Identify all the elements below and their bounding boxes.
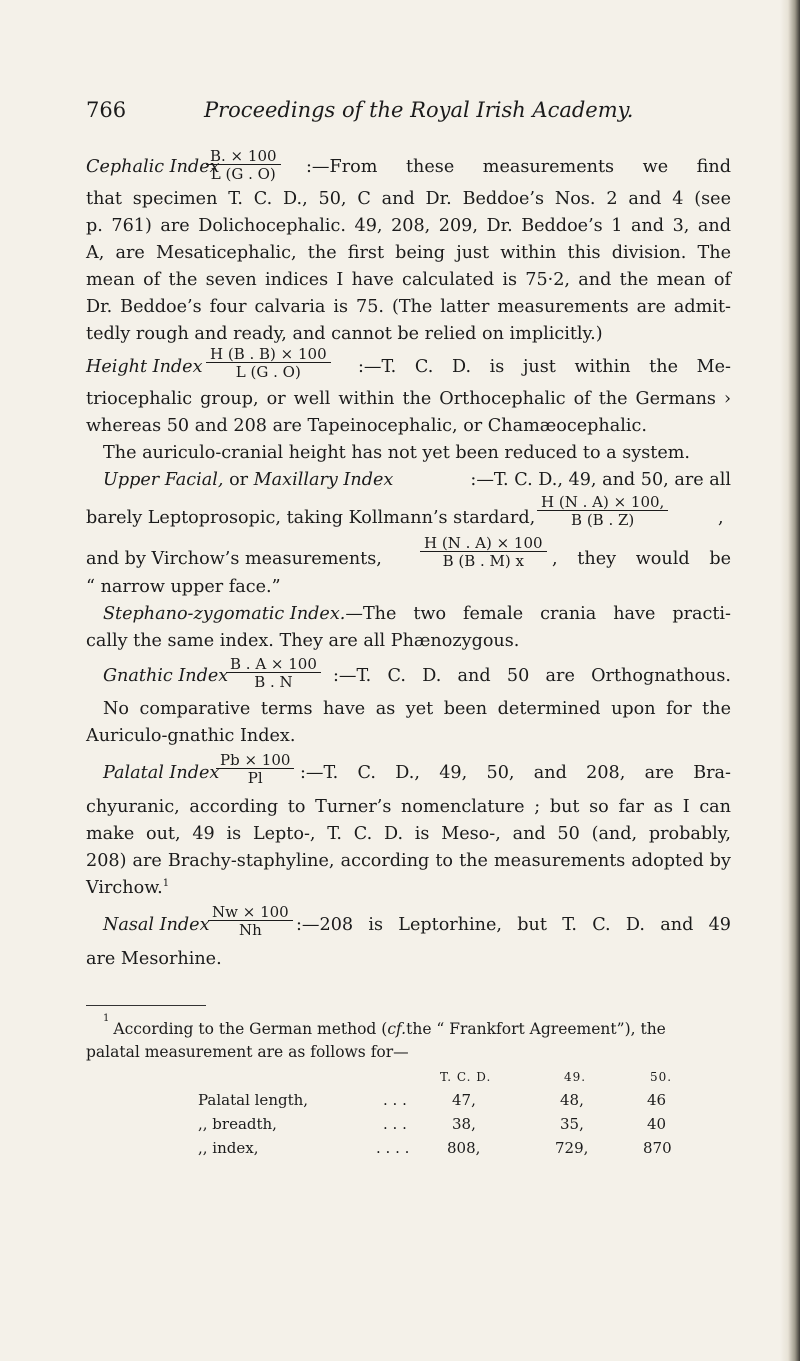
table-row-dots: . . . .: [376, 1139, 410, 1157]
body-line: Auriculo-gnathic Index.: [86, 726, 296, 746]
body-line: and by Virchow’s measurements,: [86, 549, 382, 569]
formula-denominator: B (B . M) x: [420, 551, 547, 569]
cephalic-index-line: [86, 156, 220, 178]
running-title: Proceedings of the Royal Irish Academy.: [204, 98, 634, 122]
formula-numerator: B . A × 100: [230, 655, 317, 673]
footnote-mark: 1: [103, 1013, 110, 1024]
body-line: mean of the seven indices I have calculated is 75·2, and the mean of: [86, 270, 731, 290]
body-line: barely Leptoprosopic, taking Kollmann’s stardard,: [86, 508, 536, 528]
body-line: that specimen T. C. D., 50, C and Dr. Beddoe’s Nos. 2 and 4 (see: [86, 189, 731, 209]
gnathic-index-continuation: :—T. C. D. and 50 are Orthognathous.: [333, 666, 731, 686]
body-line: 208) are Brachy-staphyline, according to the measurements adopted by: [86, 851, 731, 871]
footnote-line-1: [103, 1013, 731, 1039]
page-header: [86, 98, 726, 130]
table-header: 49.: [564, 1070, 587, 1084]
footnote-cf: cf.: [387, 1020, 407, 1038]
page-edge-shadow: [780, 0, 800, 1361]
height-index-label: Height Index: [86, 357, 203, 377]
body-line: [86, 877, 169, 899]
palatal-index-label: Palatal Index: [103, 763, 220, 783]
table-row-dots: . . .: [383, 1091, 407, 1109]
formula-numerator: B. × 100: [210, 147, 277, 165]
body-line: The auriculo-cranial height has not yet been reduced to a system.: [103, 443, 691, 463]
virchow-word: Virchow.: [86, 878, 163, 898]
maxillary-index-label: Maxillary Index: [253, 470, 394, 490]
table-cell: 729,: [555, 1139, 589, 1157]
body-line: A, are Mesaticephalic, the first being just within this division. The: [86, 243, 731, 263]
formula-numerator: Pb × 100: [220, 751, 291, 769]
height-index-line: [86, 356, 203, 378]
formula-denominator: L (G . O): [206, 362, 331, 380]
table-header: T. C. D.: [440, 1070, 492, 1084]
footnote-text: According to the German method (: [113, 1020, 388, 1038]
stephano-continuation: —The two female crania have practi-: [345, 604, 731, 624]
comma: ,: [718, 508, 724, 528]
stephano-line: [103, 603, 731, 625]
table-cell: 46: [647, 1091, 667, 1109]
formula-numerator: H (B . B) × 100: [210, 345, 327, 363]
nasal-index-continuation: :—208 is Leptorhine, but T. C. D. and 49: [296, 915, 731, 935]
table-cell: 40: [647, 1115, 667, 1133]
formula-numerator: H (N . A) × 100: [424, 534, 543, 552]
footnote-divider: [86, 1005, 206, 1006]
gnathic-index-formula: [226, 656, 321, 690]
upper-facial-continuation: :—T. C. D., 49, and 50, are all: [470, 470, 731, 490]
formula-denominator: B . N: [226, 672, 321, 690]
kollmann-formula: [537, 494, 668, 528]
palatal-index-formula: [216, 752, 294, 786]
table-cell: 47,: [452, 1091, 476, 1109]
formula-denominator: B (B . Z): [537, 510, 668, 528]
nasal-index-label: Nasal Index: [103, 915, 210, 935]
body-line: “ narrow upper face.”: [86, 577, 281, 597]
body-line: chyuranic, according to Turner’s nomenclature ; but so far as I can: [86, 797, 731, 817]
formula-numerator: Nw × 100: [212, 903, 289, 921]
formula-denominator: L (G . O): [206, 164, 281, 182]
table-cell: 808,: [447, 1139, 481, 1157]
table-cell: 38,: [452, 1115, 476, 1133]
virchow-formula: [420, 535, 547, 569]
body-line: cally the same index. They are all Phænozygous.: [86, 631, 520, 651]
table-row-dots: . . .: [383, 1115, 407, 1133]
table-cell: 48,: [560, 1091, 584, 1109]
body-line: whereas 50 and 208 are Tapeinocephalic, or Chamæocephalic.: [86, 416, 647, 436]
body-line: Dr. Beddoe’s four calvaria is 75. (The latter measurements are admit-: [86, 297, 731, 317]
body-line: No comparative terms have as yet been determined upon for the: [103, 699, 731, 719]
or-word: or: [229, 470, 249, 490]
table-row-label: ,, breadth,: [198, 1115, 277, 1133]
table-row-label: Palatal length,: [198, 1091, 309, 1109]
footnote-text: the “ Frankfort Agreement”), the: [406, 1020, 666, 1038]
stephano-label: Stephano-zygomatic Index.: [103, 604, 346, 624]
page-number: 766: [86, 98, 127, 122]
cephalic-index-formula: [206, 148, 281, 182]
formula-denominator: Nh: [208, 920, 293, 938]
height-index-formula: [206, 346, 331, 380]
height-index-continuation: :—T. C. D. is just within the Me-: [358, 357, 731, 377]
body-line: p. 761) are Dolichocephalic. 49, 208, 209, Dr. Beddoe’s 1 and 3, and: [86, 216, 731, 236]
palatal-index-continuation: :—T. C. D., 49, 50, and 208, are Bra-: [300, 763, 731, 783]
table-cell: 870: [643, 1139, 672, 1157]
upper-facial-continuation-2: , they would be: [552, 549, 731, 569]
nasal-index-formula: [208, 904, 293, 938]
table-row-label: ,, index,: [198, 1139, 259, 1157]
body-line: triocephalic group, or well within the Orthocephalic of the Germans ›: [86, 389, 731, 409]
footnote-line-2: palatal measurement are as follows for—: [86, 1043, 409, 1061]
upper-facial-label: Upper Facial,: [103, 470, 224, 490]
body-line: tedly rough and ready, and cannot be relied on implicitly.): [86, 324, 603, 344]
body-line: are Mesorhine.: [86, 949, 222, 969]
body-line: make out, 49 is Lepto-, T. C. D. is Meso-, and 50 (and, probably,: [86, 824, 731, 844]
table-cell: 35,: [560, 1115, 584, 1133]
cephalic-index-label: Cephalic Index: [86, 157, 220, 177]
cephalic-index-continuation: :—From these measurements we find: [306, 157, 731, 177]
table-header: 50.: [650, 1070, 673, 1084]
footnote-reference[interactable]: 1: [162, 878, 170, 890]
upper-facial-line: [103, 469, 731, 491]
gnathic-index-label: Gnathic Index: [103, 666, 229, 686]
formula-denominator: Pl: [216, 768, 294, 786]
formula-numerator: H (N . A) × 100,: [541, 493, 665, 511]
